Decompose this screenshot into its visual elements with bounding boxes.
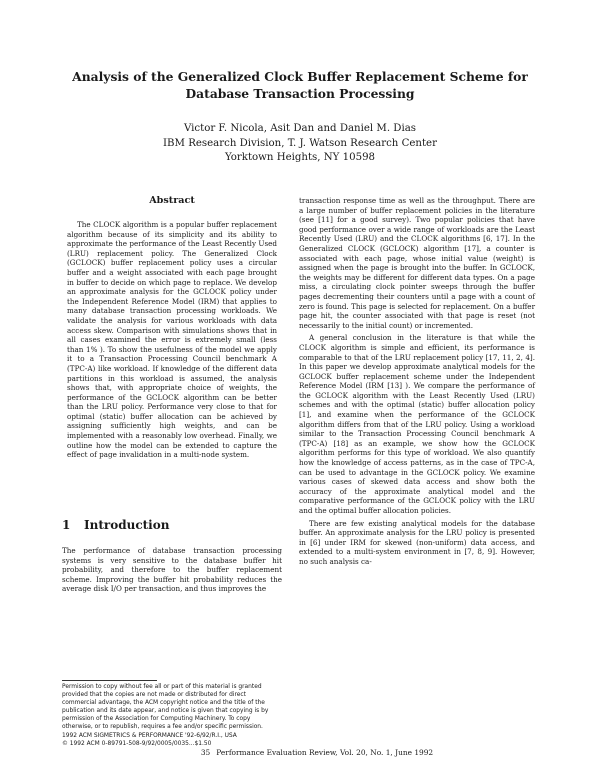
introduction-paragraph: The performance of database transaction processing systems is very sensitive to the database buffer hit probability, and therefore to the buffer replacement scheme. Improving the buffer hit probability reduces the average disk I/O per transaction, and thus improves the xyxy=(62,546,282,594)
paper-title: Analysis of the Generalized Clock Buffer Replacement Scheme for Database Transaction Processing xyxy=(72,69,528,101)
abstract-heading: Abstract xyxy=(149,195,195,206)
right-column xyxy=(299,196,535,567)
page-footer xyxy=(150,748,490,758)
copyright-line: © 1992 ACM 0-89791-508-9/92/0005/0035...$1.50 xyxy=(62,740,212,747)
abstract-text: The CLOCK algorithm is a popular buffer replacement algorithm because of its simplicity and its ability to approximate the performance of the Least Recently Used (LRU) replacement policy. The Generalized Clock (GCLOCK) buffer replacement policy uses a circular buffer and a weight associated with each page brought in buffer to decide on which page to replace. We develop an approximate analysis for the GCLOCK policy under the Independent Reference Model (IRM) that applies to many database transaction processing workloads. We validate the analysis for various workloads with data access skew. Comparison with simulations shows that in all cases examined the error is extremely small (less than 1% ). To show the usefulness of the model we apply it to a Transaction Processing Council benchmark A (TPC-A) like workload. If knowledge of the different data partitions in this workload is assumed, the analysis shows that, with appropriate choice of weights, the performance of the GCLOCK algorithm can be better than the LRU policy. Performance very close to that for optimal (static) buffer allocation can be achieved by assigning sufficiently high weights, and can be implemented with a reasonably low overhead. Finally, we outline how the model can be extended to capture the effect of page invalidation in a multi-node system. xyxy=(67,220,277,460)
journal-citation: Performance Evaluation Review, Vol. 20, No. 1, June 1992 xyxy=(216,748,434,757)
conference-line: 1992 ACM SIGMETRICS & PERFORMANCE '92-6/92/R.I., USA xyxy=(62,732,237,739)
body-paragraph: transaction response time as well as the throughput. There are a large number of buffer replacement policies in the literature (see [11] for a good survey). Two popular policies that have good performance over a wide range of workloads are the Least Recently Used (LRU) and the CLOCK algorithms [6, 17]. In the Generalized CLOCK (GCLOCK) algorithm [17], a counter is associated with each page, whose initial value (weight) is assigned when the page is brought into the buffer. In GCLOCK, the weights may be different for different data types. On a page miss, a circulating clock pointer sweeps through the buffer pages decrementing their counters until a page with a count of zero is found. This page is selected for replacement. On a buffer page hit, the counter associated with that page is reset (not necessarily to the initial count) or incremented. xyxy=(299,196,535,330)
introduction-left-column xyxy=(62,546,282,594)
author-location: Yorktown Heights, NY 10598 xyxy=(224,152,376,163)
abstract-body xyxy=(67,220,277,460)
page-number: 35 xyxy=(200,748,211,757)
section-title: Introduction xyxy=(84,518,170,532)
author-block xyxy=(150,122,450,166)
section-number: 1 xyxy=(62,518,71,532)
permission-notice xyxy=(62,683,282,748)
footnote-divider xyxy=(62,680,157,681)
author-names: Victor F. Nicola, Asit Dan and Daniel M. Dias xyxy=(183,123,417,134)
author-affiliation: IBM Research Division, T. J. Watson Research Center xyxy=(163,137,437,149)
body-paragraph: A general conclusion in the literature is that while the CLOCK algorithm is simple and efficient, its performance is comparable to that of the LRU replacement policy [17, 11, 2, 4]. In this paper we develop approximate analytical models for the GCLOCK buffer replacement scheme under the Independent Reference Model (IRM [13] ). We compare the performance of the GCLOCK algorithm with the Least Recently Used (LRU) schemes and with the optimal (static) buffer allocation policy [1], and examine when the performance of the GCLOCK algorithm differs from that of the LRU policy. Using a workload similar to the Transaction Processing Council benchmark A (TPC-A) [18] as an example, we show how the GCLOCK algorithm performs for this type of workload. We also quantify how the knowledge of access patterns, as in the case of TPC-A, can be used to advantage in the GCLOCK policy. We examine various cases of skewed data access and show both the accuracy of the approximate analytical model and the comparative performance of the GCLOCK policy with the LRU and the optimal buffer allocation policies. xyxy=(299,333,535,515)
permission-text: Permission to copy without fee all or part of this material is granted provided that the copies are not made or distributed for direct commercial advantage, the ACM copyright notice and the title of the publication and its date appear, and notice is given that copying is by permission of the Association for Computing Machinery. To copy otherwise, or to republish, requires a fee and/or specific permission. xyxy=(62,684,269,731)
section-heading-introduction xyxy=(62,518,282,533)
body-paragraph: There are few existing analytical models for the database buffer. An approximate analysis for the LRU policy is presented in [6] under IRM for skewed (non-uniform) data access, and extended to a multi-system environment in [7, 8, 9]. However, no such analysis ca- xyxy=(299,518,535,566)
